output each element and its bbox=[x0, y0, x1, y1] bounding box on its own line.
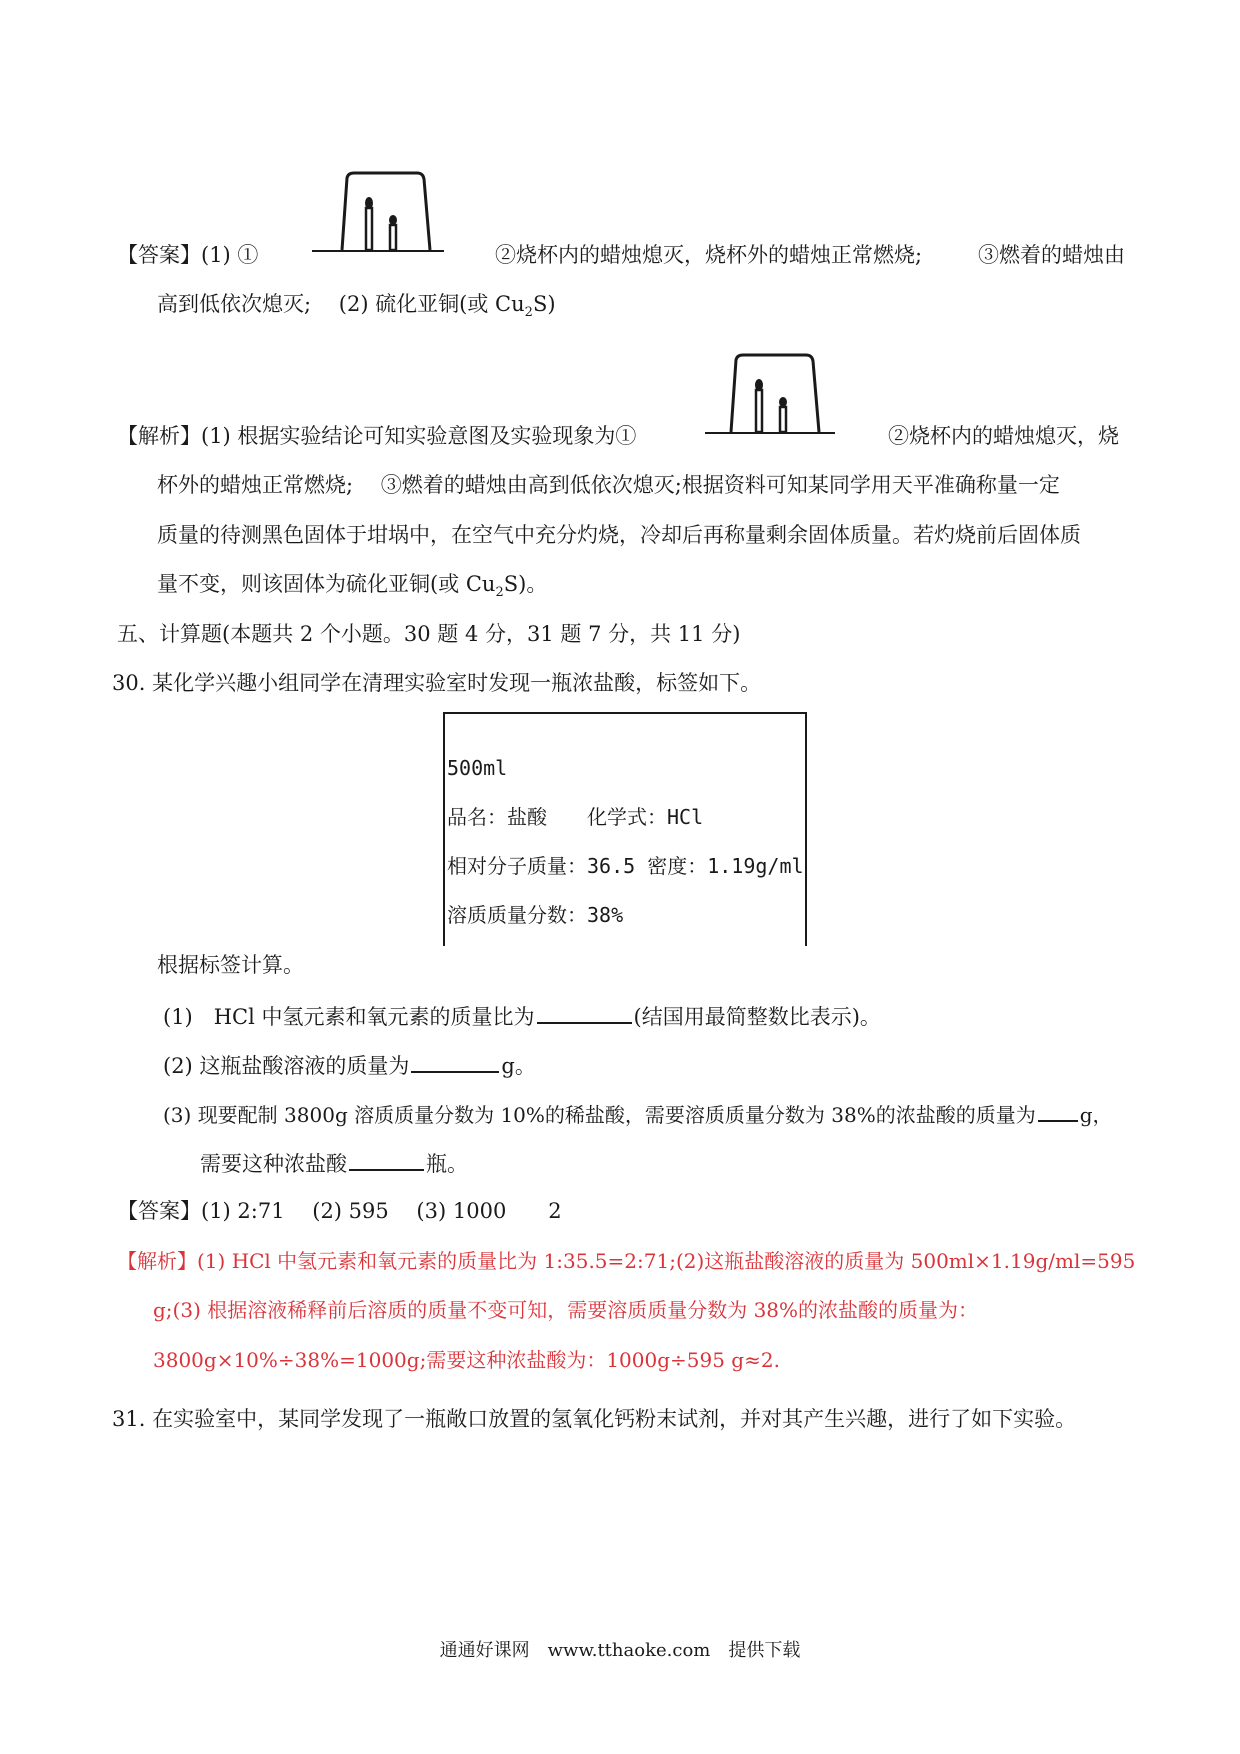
analysis-tag: 【解析】 bbox=[117, 424, 201, 448]
sub3-text-b: g， bbox=[1079, 1103, 1113, 1127]
analysis-line4-b: S)。 bbox=[503, 572, 548, 596]
analysis-1-line-1 bbox=[117, 421, 636, 451]
analysis-2-line-3: 3800g×10%÷38%=1000g;需要这种浓盐酸为：1000g÷595 g≈2. bbox=[153, 1348, 780, 1372]
sub2-text-a: (2) 这瓶盐酸溶液的质量为 bbox=[163, 1054, 410, 1078]
section-5-heading: 五、计算题(本题共 2 个小题。30 题 4 分，31 题 7 分，共 11 分) bbox=[117, 622, 741, 646]
label-volume: 500ml bbox=[447, 756, 508, 780]
answer-part-2: ②烧杯内的蜡烛熄灭，烧杯外的蜡烛正常燃烧; bbox=[495, 243, 923, 267]
answer-tag: 【答案】 bbox=[117, 243, 201, 267]
subscript: 2 bbox=[495, 585, 504, 601]
analysis-1-line-3: 质量的待测黑色固体于坩埚中，在空气中充分灼烧，冷却后再称量剩余固体质量。若灼烧前后固体质 bbox=[157, 523, 1081, 547]
question-30-sub-2 bbox=[163, 1049, 536, 1081]
answer-line2-c: S) bbox=[532, 292, 556, 316]
analysis-1-line-4 bbox=[157, 569, 547, 608]
question-30-stem: 30. 某化学兴趣小组同学在清理实验室时发现一瓶浓盐酸，标签如下。 bbox=[112, 671, 762, 695]
answer-part-1: (1) ① bbox=[201, 243, 259, 267]
answer-blank-2[interactable] bbox=[411, 1049, 499, 1073]
question-30-intro: 根据标签计算。 bbox=[157, 953, 304, 977]
question-30-sub-1 bbox=[163, 1000, 881, 1032]
answer-line2-b: (2) 硫化亚铜(或 Cu bbox=[338, 292, 525, 316]
answer-blank-3[interactable] bbox=[1038, 1098, 1078, 1122]
reagent-label-box bbox=[443, 712, 807, 946]
page-footer: 通通好课网 www.tthaoke.com 提供下载 bbox=[439, 1640, 801, 1661]
answer-1-line-1 bbox=[117, 240, 258, 270]
answer-blank-1[interactable] bbox=[537, 1000, 632, 1024]
question-30-sub-3-line-2 bbox=[200, 1147, 468, 1179]
answer-1-line-1c bbox=[978, 240, 1125, 270]
answer-blank-4[interactable] bbox=[349, 1147, 424, 1171]
analysis-1-line-1b bbox=[888, 421, 1119, 451]
analysis-tag: 【解析】 bbox=[117, 1249, 197, 1273]
beaker-candles-figure-2 bbox=[705, 352, 840, 437]
analysis-2-line-1 bbox=[117, 1246, 1135, 1276]
analysis-line1-a: (1) 根据实验结论可知实验意图及实验现象为① bbox=[201, 424, 637, 448]
label-fraction: 溶质质量分数：38% bbox=[447, 903, 624, 927]
answer-part-3: ③燃着的蜡烛由 bbox=[978, 243, 1125, 267]
analysis-2-line1-text: (1) HCl 中氢元素和氧元素的质量比为 1:35.5=2:71;(2)这瓶盐酸溶液的质量为 500ml×1.19g/ml=595 bbox=[197, 1249, 1136, 1273]
analysis-line4-a: 量不变，则该固体为硫化亚铜(或 Cu bbox=[157, 572, 496, 596]
analysis-line1-b: ②烧杯内的蜡烛熄灭，烧 bbox=[888, 424, 1119, 448]
sub3-line2-a: 需要这种浓盐酸 bbox=[200, 1152, 347, 1176]
sub1-text-b: (结国用最简整数比表示)。 bbox=[633, 1005, 881, 1029]
answer-2-text: (1) 2:71 (2) 595 (3) 1000 2 bbox=[201, 1199, 562, 1223]
answer-line2-a: 高到低依次熄灭; bbox=[157, 292, 312, 316]
answer-tag: 【答案】 bbox=[117, 1199, 201, 1223]
sub2-text-b: g。 bbox=[501, 1054, 536, 1078]
label-mass: 相对分子质量：36.5 密度：1.19g/ml bbox=[447, 854, 804, 878]
question-31-stem: 31. 在实验室中，某同学发现了一瓶敞口放置的氢氧化钙粉末试剂，并对其产生兴趣，进行了如下实验。 bbox=[112, 1407, 1077, 1431]
subscript: 2 bbox=[524, 305, 533, 321]
beaker-candles-figure-1 bbox=[312, 170, 447, 255]
label-name: 品名：盐酸 化学式：HCl bbox=[447, 805, 704, 829]
answer-1-line-1b bbox=[495, 240, 922, 270]
sub1-text-a: (1) HCl 中氢元素和氧元素的质量比为 bbox=[163, 1005, 535, 1029]
analysis-1-line-2: 杯外的蜡烛正常燃烧; ③燃着的蜡烛由高到低依次熄灭;根据资料可知某同学用天平准确称量一定 bbox=[157, 473, 1060, 497]
question-30-sub-3 bbox=[163, 1098, 1113, 1130]
answer-2-line bbox=[117, 1196, 562, 1226]
sub3-line2-b: 瓶。 bbox=[426, 1152, 468, 1176]
answer-1-line-2 bbox=[157, 289, 556, 328]
analysis-2-line-2: g;(3) 根据溶液稀释前后溶质的质量不变可知，需要溶质质量分数为 38%的浓盐酸的质量为： bbox=[153, 1298, 979, 1322]
sub3-text-a: (3) 现要配制 3800g 溶质质量分数为 10%的稀盐酸，需要溶质质量分数为 38%的浓盐酸的质量为 bbox=[163, 1103, 1036, 1127]
